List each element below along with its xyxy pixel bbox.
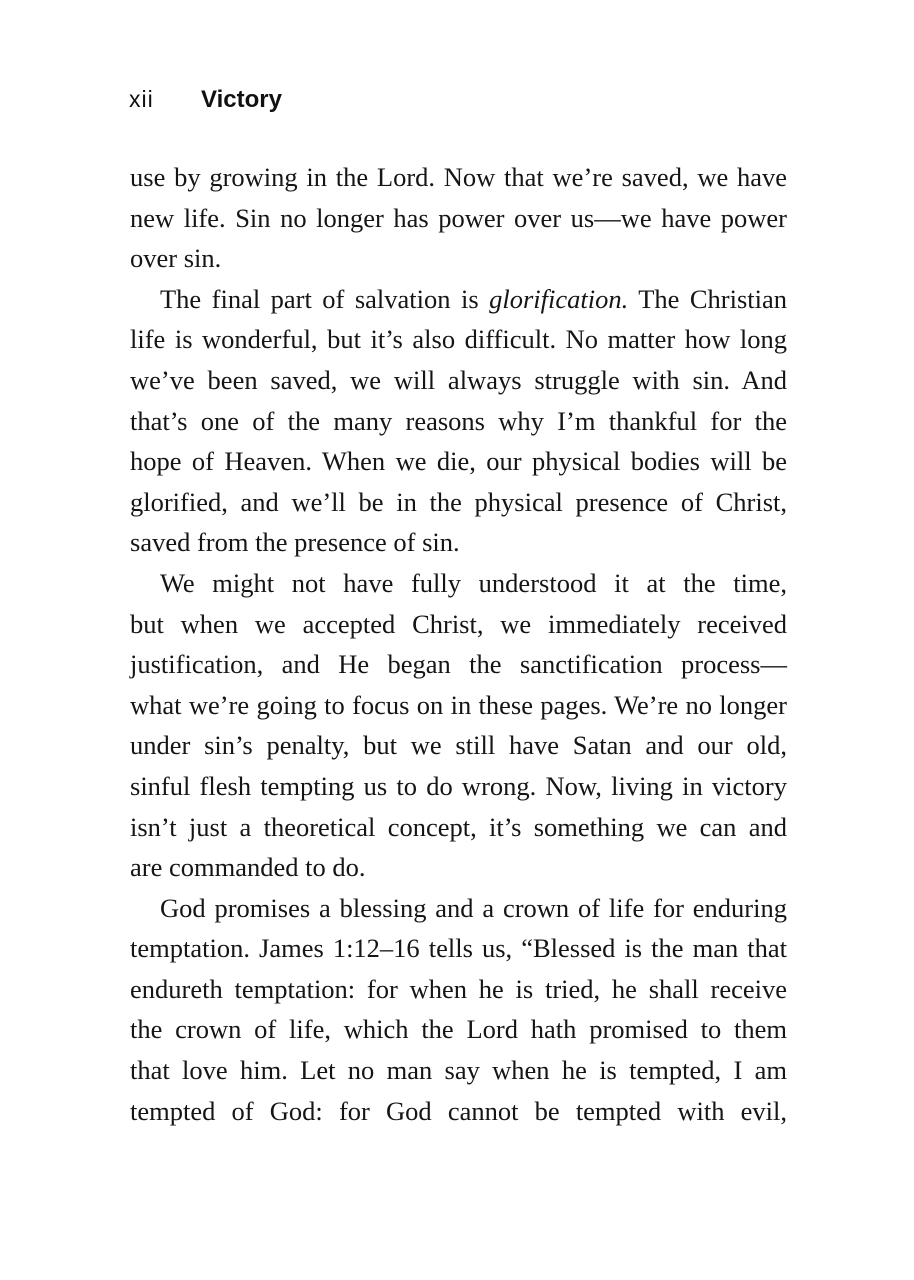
italic-term: glorification. <box>489 283 629 314</box>
text-line: endureth temptation: for when he is tried, he shall receive <box>130 973 787 1004</box>
text-line: hope of Heaven. When we die, our physical bodies will be <box>130 446 787 477</box>
text-line: what we’re going to focus on in these pages. We’re no longer <box>130 689 787 720</box>
text-line: new life. Sin no longer has power over us—we have power <box>130 202 787 233</box>
page-number: xii <box>129 86 154 112</box>
text-line: that’s one of the many reasons why I’m thankful for the <box>130 405 787 436</box>
text-line: temptation. James 1:12–16 tells us, “Blessed is the man that <box>130 933 787 964</box>
paragraph-2 <box>130 279 787 563</box>
text-line: are commanded to do. <box>130 852 366 883</box>
text-line: use by growing in the Lord. Now that we’re saved, we have <box>130 162 787 192</box>
text-line <box>130 279 787 320</box>
running-head-title: Victory <box>201 86 282 113</box>
text-line: life is wonderful, but it’s also difficult. No matter how long <box>130 324 787 355</box>
text-run: The Christian <box>628 283 787 314</box>
text-line: We might not have fully understood it at the time, <box>160 567 787 598</box>
paragraph-3 <box>130 563 787 888</box>
text-line: tempted of God: for God cannot be tempted with evil, <box>130 1095 787 1126</box>
text-line: but when we accepted Christ, we immediately received <box>130 608 787 639</box>
text-line: God promises a blessing and a crown of life for enduring <box>160 892 787 923</box>
text-line: justification, and He began the sanctification process— <box>130 649 787 680</box>
text-run: The final part of salvation is <box>160 283 490 314</box>
paragraph-1 <box>130 157 787 279</box>
text-line: glorified, and we’ll be in the physical presence of Christ, <box>130 486 787 517</box>
text-line: under sin’s penalty, but we still have Satan and our old, <box>130 730 787 761</box>
text-line: saved from the presence of sin. <box>130 527 460 558</box>
text-line: the crown of life, which the Lord hath promised to them <box>130 1014 787 1045</box>
text-line: sinful flesh tempting us to do wrong. Now, living in victory <box>130 770 787 801</box>
paragraph-4 <box>130 888 787 1132</box>
text-line: isn’t just a theoretical concept, it’s something we can and <box>130 811 787 842</box>
text-line: we’ve been saved, we will always struggle with sin. And <box>130 364 787 395</box>
running-head <box>129 86 282 120</box>
body-text <box>130 157 787 1131</box>
text-line: that love him. Let no man say when he is tempted, I am <box>130 1055 787 1086</box>
text-line: over sin. <box>130 243 222 274</box>
